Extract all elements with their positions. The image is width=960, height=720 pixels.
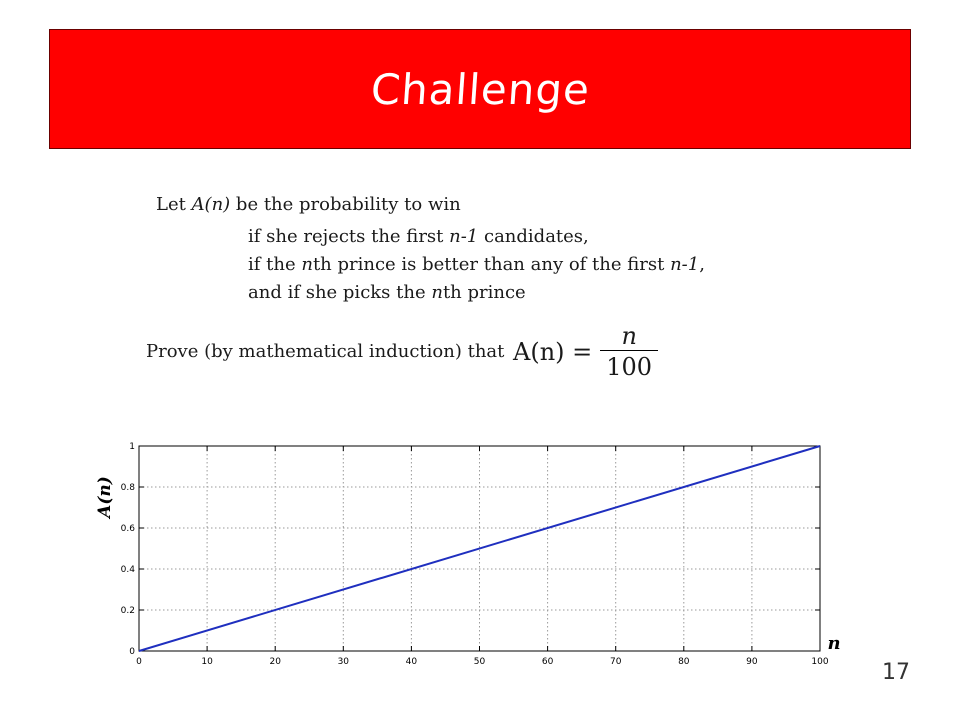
x-axis-label: n (827, 633, 841, 654)
y-tick-label: 0.4 (120, 565, 135, 575)
y-tick-label: 0 (129, 647, 135, 657)
y-tick-label: 0.6 (120, 524, 135, 534)
x-tick-label: 0 (136, 657, 142, 667)
x-tick-label: 40 (405, 657, 418, 667)
x-tick-label: 90 (746, 657, 758, 667)
slide-title: Challenge (368, 64, 592, 114)
formula-lhs: A(n) = (513, 337, 593, 366)
x-tick-label: 80 (678, 657, 690, 667)
x-tick-label: 10 (201, 657, 213, 667)
definition-line-4: and if she picks the nth prince (248, 282, 526, 303)
x-tick-label: 50 (473, 657, 486, 667)
a-of-n-term: A(n) (191, 194, 231, 215)
x-tick-label: 30 (337, 657, 350, 667)
y-axis-label: A(n) (95, 476, 115, 518)
definition-line-2: if she rejects the first n-1 candidates, (248, 226, 589, 247)
x-tick-label: 20 (269, 657, 281, 667)
formula-numerator: n (621, 322, 637, 350)
page-number: 17 (882, 660, 910, 685)
formula-denominator: 100 (600, 350, 658, 381)
y-tick-label: 0.8 (120, 483, 135, 493)
y-tick-label: 0.2 (120, 606, 135, 616)
definition-line-3: if the nth prince is better than any of the first n-1, (248, 254, 705, 275)
prove-statement: Prove (by mathematical induction) that (146, 341, 505, 362)
x-tick-label: 60 (541, 657, 554, 667)
definition-line-1: Let A(n) be the probability to win (156, 194, 461, 215)
x-tick-label: 70 (609, 657, 622, 667)
y-tick-label: 1 (129, 442, 135, 452)
x-tick-label: 100 (811, 657, 829, 667)
